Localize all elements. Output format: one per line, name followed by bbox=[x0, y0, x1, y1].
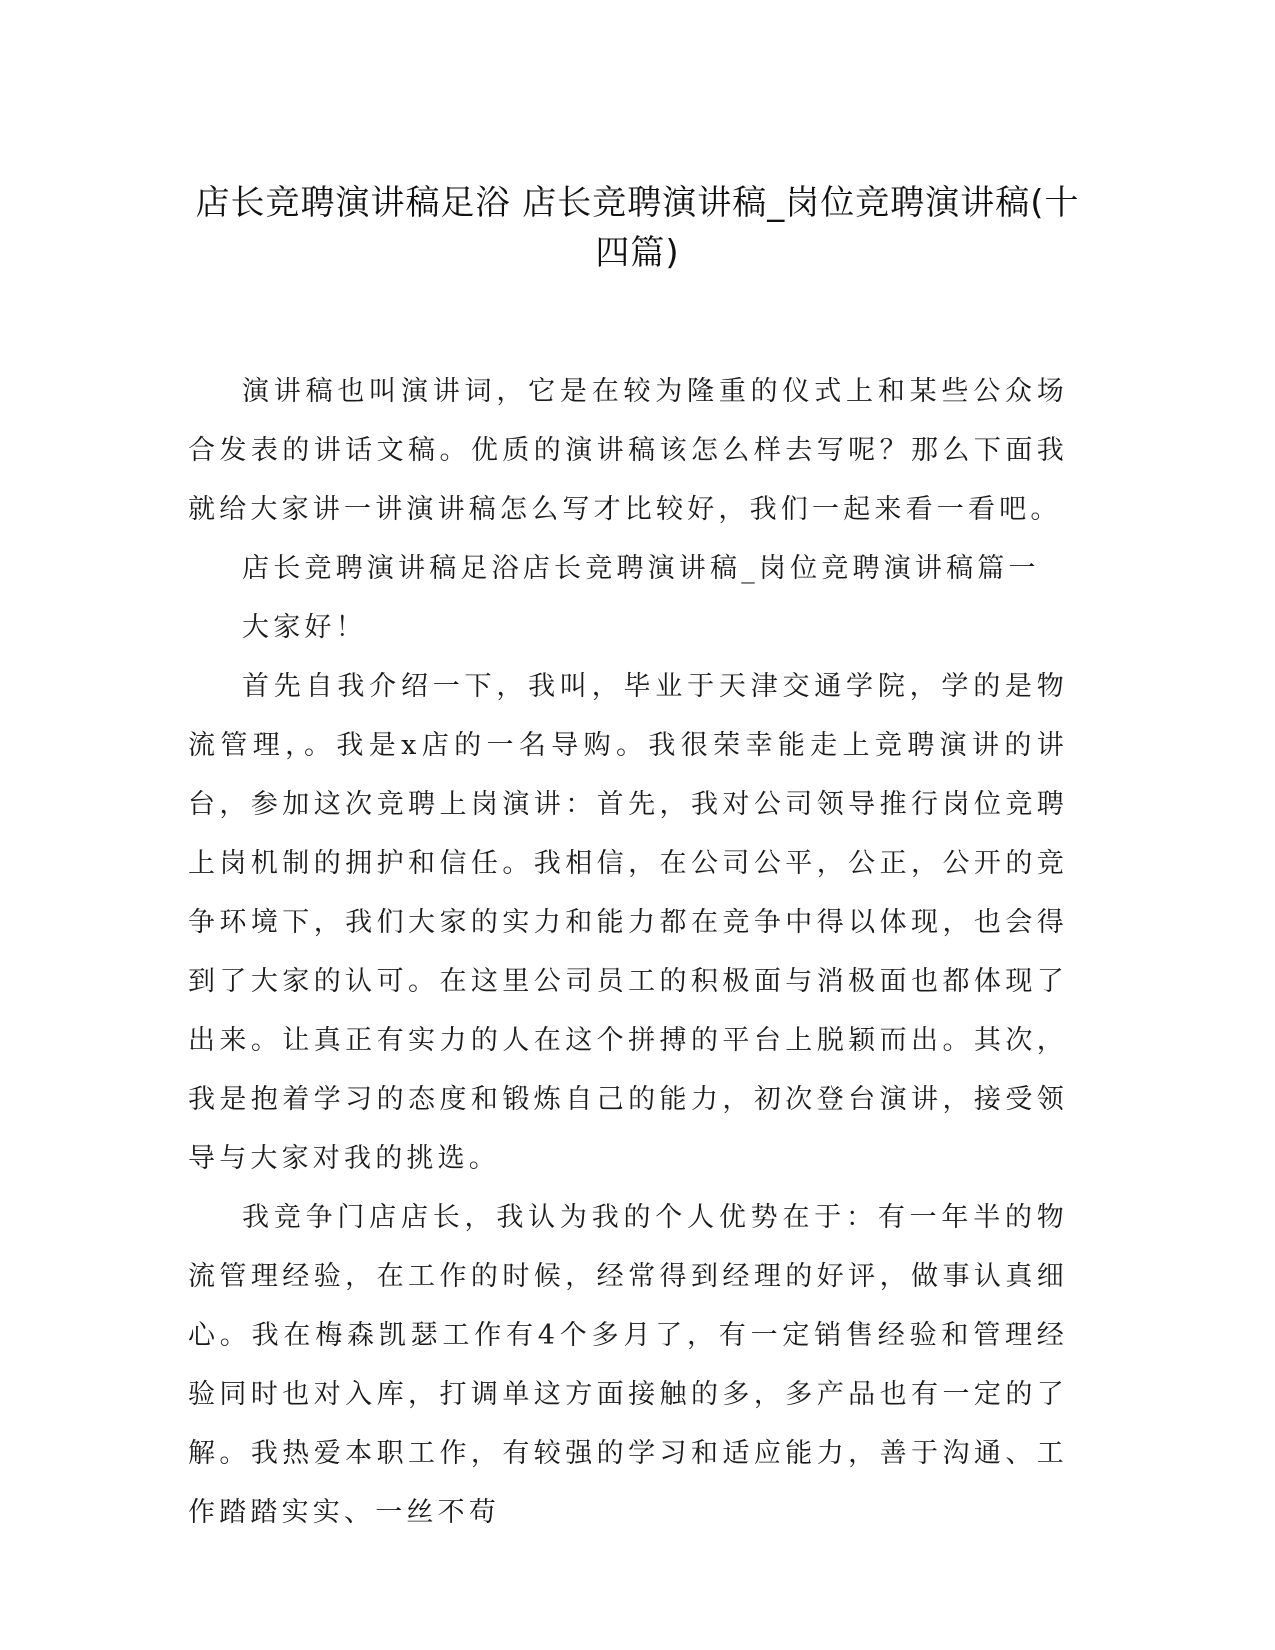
paragraph-greeting: 大家好！ bbox=[242, 612, 367, 643]
document-body bbox=[188, 362, 1068, 1542]
paragraph-section-heading: 店长竞聘演讲稿足浴店长竞聘演讲稿_岗位竞聘演讲稿篇一 bbox=[242, 553, 1040, 584]
document-title: 店长竞聘演讲稿足浴 店长竞聘演讲稿_岗位竞聘演讲稿(十四篇) bbox=[195, 183, 1080, 273]
paragraph-advantages: 我竞争门店店长，我认为我的个人优势在于：有一年半的物流管理经验，在工作的时候，经常得到经理的好评，做事认真细心。我在梅森凯瑟工作有4个多月了，有一定销售经验和管理经验同时也对入库，打调单这方面接触的多，多产品也有一定的了解。我热爱本职工作，有较强的学习和适应能力，善于沟通、工作踏踏实实、一丝不苟 bbox=[188, 1202, 1068, 1528]
paragraph-intro: 演讲稿也叫演讲词，它是在较为隆重的仪式上和某些公众场合发表的讲话文稿。优质的演讲稿该怎么样去写呢？那么下面我就给大家讲一讲演讲稿怎么写才比较好，我们一起来看一看吧。 bbox=[188, 376, 1068, 525]
paragraph-self-introduction: 首先自我介绍一下，我叫，毕业于天津交通学院，学的是物流管理，。我是x店的一名导购。我很荣幸能走上竞聘演讲的讲台，参加这次竞聘上岗演讲：首先，我对公司领导推行岗位竞聘上岗机制的拥护和信任。我相信，在公司公平，公正，公开的竞争环境下，我们大家的实力和能力都在竞争中得以体现，也会得到了大家的认可。在这里公司员工的积极面与消极面也都体现了出来。让真正有实力的人在这个拼搏的平台上脱颖而出。其次，我是抱着学习的态度和锻炼自己的能力，初次登台演讲，接受领导与大家对我的挑选。 bbox=[188, 671, 1068, 1174]
